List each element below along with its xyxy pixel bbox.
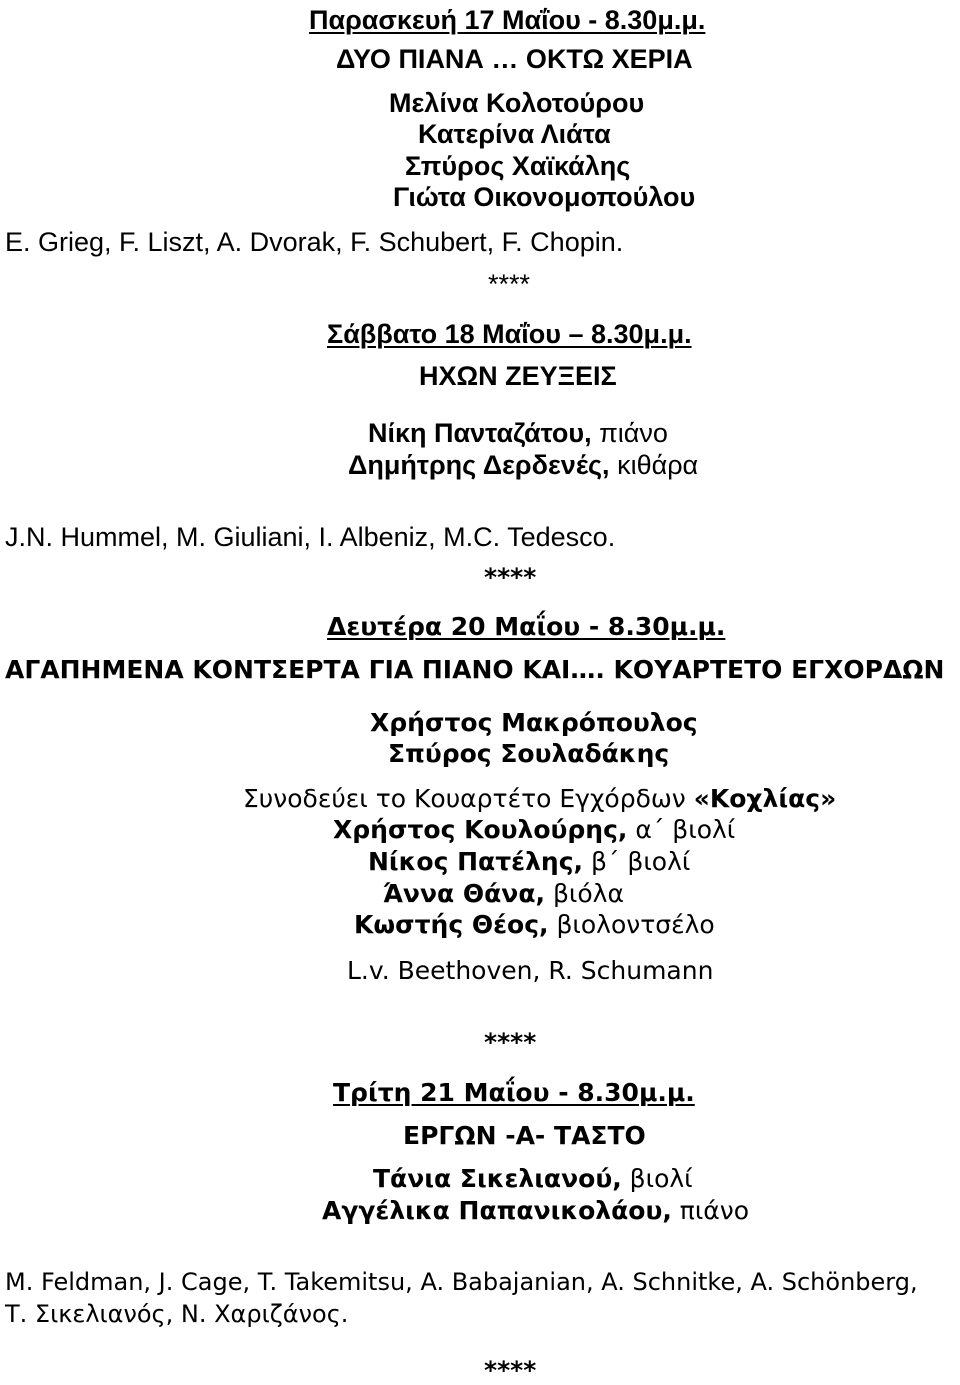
performer-instrument: πιάνο	[591, 418, 668, 448]
separator: ****	[484, 1356, 537, 1385]
event2-performer	[348, 452, 698, 479]
performer-name: Τάνια Σικελιανού,	[373, 1164, 622, 1193]
event1-date: Παρασκευή 17 Μαΐου - 8.30μ.μ.	[309, 5, 706, 35]
member-instrument: βιόλα	[545, 879, 624, 908]
performer-instrument: βιολί	[621, 1164, 693, 1193]
event4-performer	[322, 1198, 749, 1223]
performer-name: Δημήτρης Δερδενές,	[348, 450, 610, 480]
event3-quartet-member	[354, 912, 715, 937]
event2-date: Σάββατο 18 Μαΐου – 8.30μ.μ.	[327, 319, 692, 349]
event3-quartet-member	[333, 817, 735, 842]
event3-composers: L.v. Beethoven, R. Schumann	[347, 956, 714, 985]
quartet-name: «Κοχλίας»	[693, 784, 837, 813]
event4-title: ΕΡΓΩΝ -Α- ΤΑΣΤΟ	[403, 1121, 646, 1150]
separator: ****	[484, 1028, 537, 1057]
event3-quartet-member	[383, 881, 624, 906]
member-name: Χρήστος Κουλούρης,	[333, 815, 628, 844]
event1-performer: Μελίνα Κολοτούρου	[389, 88, 645, 118]
event2-composers: J.N. Hummel, M. Giuliani, I. Albeniz, M.C. Tedesco.	[5, 522, 616, 552]
event1-performer: Κατερίνα Λιάτα	[418, 119, 611, 149]
separator: ****	[488, 269, 531, 299]
event1-performer: Γιώτα Οικονομοπούλου	[393, 182, 696, 212]
performer-instrument: πιάνο	[671, 1196, 750, 1225]
event1-composers: E. Grieg, F. Liszt, A. Dvorak, F. Schubert, F. Chopin.	[5, 227, 624, 257]
performer-instrument: κιθάρα	[609, 450, 699, 480]
member-name: Άννα Θάνα,	[383, 879, 545, 908]
member-instrument: β΄ βιολί	[583, 847, 691, 876]
member-instrument: βιολοντσέλο	[548, 910, 715, 939]
performer-name: Αγγέλικα Παπανικολάου,	[322, 1196, 672, 1225]
event2-performer	[368, 420, 668, 447]
event1-title: ΔΥΟ ΠΙΑΝΑ … ΟΚΤΩ ΧΕΡΙΑ	[336, 44, 693, 74]
event3-date: Δευτέρα 20 Μαΐου - 8.30μ.μ.	[327, 612, 726, 641]
separator: ****	[484, 563, 537, 592]
event2-title: ΗΧΩΝ ΖΕΥΞΕΙΣ	[419, 361, 617, 391]
accompaniment-prefix: Συνοδεύει το Κουαρτέτο Εγχόρδων	[243, 784, 694, 813]
performer-name: Νίκη Πανταζάτου,	[368, 418, 592, 448]
event4-composers: Τ. Σικελιανός, Ν. Χαριζάνος.	[5, 1300, 349, 1328]
event3-accompaniment	[243, 786, 836, 811]
event3-quartet-member	[368, 849, 690, 874]
member-name: Κωστής Θέος,	[354, 910, 549, 939]
event4-performer	[373, 1166, 693, 1191]
event3-title: ΑΓΑΠΗΜΕΝΑ ΚΟΝΤΣΕΡΤΑ ΓΙΑ ΠΙΑΝΟ ΚΑΙ…. ΚΟΥΑΡΤΕΤΟ ΕΓΧΟΡΔΩΝ	[5, 655, 945, 684]
member-instrument: α΄ βιολί	[627, 815, 736, 844]
member-name: Νίκος Πατέλης,	[368, 847, 584, 876]
event4-composers: M. Feldman, J. Cage, T. Takemitsu, A. Babajanian, A. Schnitke, A. Schönberg,	[5, 1268, 918, 1296]
event1-performer: Σπύρος Χαϊκάλης	[405, 151, 631, 181]
event3-soloist: Σπύρος Σουλαδάκης	[388, 739, 670, 768]
event3-soloist: Χρήστος Μακρόπουλος	[370, 708, 698, 737]
event4-date: Τρίτη 21 Μαΐου - 8.30μ.μ.	[333, 1078, 695, 1107]
